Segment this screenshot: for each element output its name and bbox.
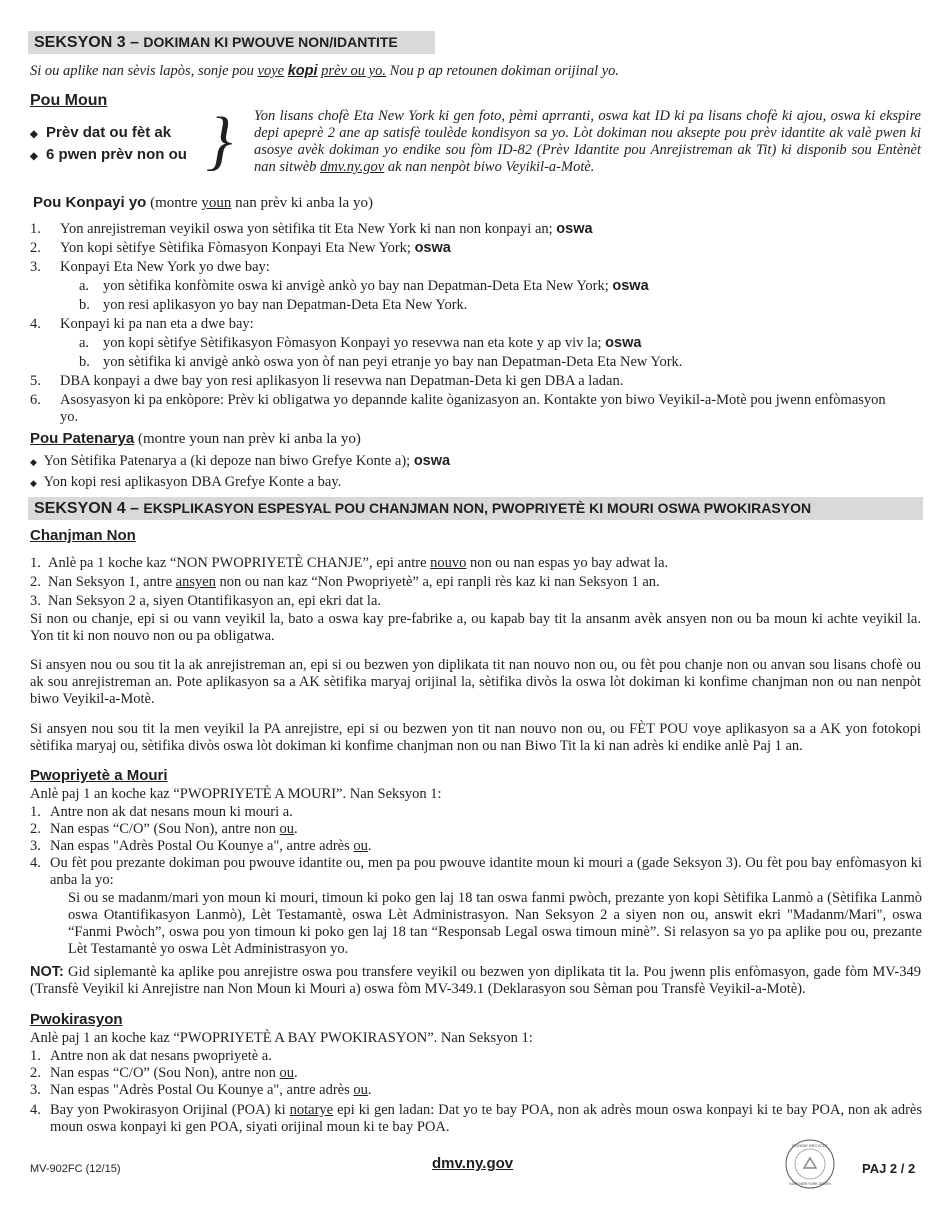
footer-dmv-link[interactable]: dmv.ny.gov [432, 1155, 514, 1172]
diamond-icon: ◆ [30, 129, 38, 140]
section-3-intro: Si ou aplike nan sèvis lapòs, sonje pou voye kopi prèv ou yo. Nou p ap retounen dokiman orijinal yo. [30, 63, 620, 79]
mouri-intro: Anlè paj 1 an koche kaz “PWOPRIYETÈ A MOURI”. Nan Seksyon 1: [30, 786, 442, 802]
chanjman-paragraph-3: Si ansyen nou sou tit la men veyikil la PA anrejistre, epi si ou bezwen yon tit nan nouvo non ou, ou FÈT POU voye aplikasyon sa a AK yon fotokopi sètifika maryaj ou, sètifika divòs oswa lòt dokiman ki konfime chanjman non ou nan Biwo Tit la ki nan adrès ki endike anlè Paj 1 an. [30, 721, 921, 754]
list-item: Si ou se madanm/mari yon moun ki mouri, timoun ki poko gen laj 18 tan oswa fanmi pwòch, prezante yon kopi Sètifika Lanmò a (Sètifika Lanmò oswa Otantifikasyon Lanmò), Lèt Testamantè, oswa Lèt Administrasyon. Nan Seksyon 2 a siyen non ou, answit ekri "Madanm/Mari", oswa “Fanmi Pwòch”, oswa pou yon timoun ki poko gen laj 18 tan “Responsab Legal oswa timoun minè”. Si relasyon sa yo pa aplike pou ou, prezante Lèt Testamantè yo oswa Lèt Administrasyon yo. [68, 890, 922, 957]
diamond-icon: ◆ [30, 457, 37, 467]
konpayi-list: 1. Yon anrejistreman veyikil oswa yon sètifika tit Eta New York ki nan non konpayi an; oswa 2. Yon kopi sètifye Sètifika Fòmasyon Konpayi Eta New York; oswa 3. Konpayi Eta New York yo dwe bay: a. yon sètifika konfòmite oswa ki anvigè ankò yo bay nan Depatman-Deta Eta New York; oswa b. yon resi aplikasyon yo bay nan Depatman-Deta Eta New York. 4. Konpayi ki pa nan eta a dwe bay: a. yon kopi sètifye Sètifikasyon Fòmasyon Konpayi yo resevwa nan eta kote y ap viv la; oswa b. yon sètifika ki anvigè ankò oswa yon òf nan peyi etranje yo bay nan Depatman-Deta Eta New York. 5. DBA konpayi a dwe bay yon resi aplikasyon li resevwa nan Depatman-Deta ki gen DBA a ladan. 6. Asosyasyon ki pa enkòpore: Prèv ki obligatwa yo depannde kalite òganizasyon an. Kontakte yon biwo Veyikil-a-Motè pou jwenn enfòmasyon yo. [30, 221, 886, 425]
list-item: ◆ Yon kopi resi aplikasyon DBA Grefye Konte a bay. [30, 474, 342, 490]
list-item: ◆ 6 pwen prèv non ou [30, 146, 187, 163]
lisans-paragraph: Yon lisans chofè Eta New York ki gen foto, pèmi aprranti, oswa kat ID ki pa lisans chofè ki ajou, oswa ki ekspire depi apeprè 2 ane ap satisfè toulède kondisyon sa yo. Lòt dokiman nou aksepte pou prèv idantite ak valè pwen ki asosye avèk dokiman yo endike sou fòm ID-82 (Prèv Idantite pou Anrejistreman ak Tit) ki disponib sou Entènèt nan sitwèb dmv.ny.gov ak nan nenpòt biwo Veyikil-a-Motè. [254, 108, 921, 175]
form-number: MV-902FC (12/15) [30, 1163, 121, 1175]
brace-icon: } [206, 104, 233, 177]
chanjman-paragraph-1: Si non ou chanje, epi si ou vann veyikil la, bato a oswa kay pre-fabrike a, ou kapab bay tit la ansanm avèk ansyen non ou ba moun ki achte veyikil la. Yon tit ki non nouvo non ou pa obligatwa. [30, 611, 921, 644]
chanjman-paragraph-2: Si ansyen nou ou sou tit la ak anrejistreman an, epi si ou bezwen yon diplikata tit nan nouvo non ou, ou fèt pou chanje non ou anvan sou lisans chofè ou ak sou anrejistreman an. Pote aplikasyon sa a AK sètifika maryaj orijinal la, sètifika divòs la oswa lòt dokiman ki konfime chanjman non ou nan nenpòt biwo Veyikil-a-Motè. [30, 657, 921, 707]
mouri-list: 1. Antre non ak dat nesans moun ki mouri a. 2. Nan espas “C/O” (Sou Non), antre non ou. 3. Nan espas "Adrès Postal Ou Kounye a", antre adrès ou. 4. Ou fèt pou prezante dokiman pou pwouve idantite ou, men pa pou pwouve idantite moun ki mouri a (gade Seksyon 3). Ou fèt pou bay enfòmasyon ki anba la yo: Si ou se madanm/mari yon moun ki mouri, timoun ki poko gen laj 18 tan oswa fanmi pwòch, prezante yon kopi Sètifika Lanmò a (Sètifika Lanmò oswa Otantifikasyon Lanmò), Lèt Testamantè, oswa Lèt Administrasyon. Nan Seksyon 2 a siyen non ou, answit ekri "Madanm/Mari", oswa “Fanmi Pwòch”, oswa pou yon timoun ki poko gen laj 18 tan “Responsab Legal oswa timoun minè”. Si relasyon sa yo pa aplike pou ou, prezante Lèt Testamantè yo oswa Lèt Administrasyon yo. [30, 804, 922, 957]
pwokirasyon-intro: Anlè paj 1 an koche kaz “PWOPRIYETÈ A BAY PWOKIRASYON”. Nan Seksyon 1: [30, 1030, 533, 1046]
section-3-number: SEKSYON 3 – [34, 34, 139, 51]
pou-moun-heading: Pou Moun [30, 92, 108, 109]
not-paragraph: NOT: Gid siplemantè ka aplike pou anrejistre oswa pou transfere veyikil ou bezwen yon diplikata tit la. Pou jwenn plis enfòmasyon, gade fòm MV-349 (Transfè Veyikil ki Anrejistre nan Non Moun ki Mouri a) oswa fòm MV-349.1 (Deklarasyon sou Sèman pou Transfè Veyikil-a-Motè). [30, 964, 921, 997]
recycle-seal-icon [784, 1138, 836, 1190]
recycle-seal-top: PLEASE RECYCLE [792, 1143, 828, 1148]
section-4-number: SEKSYON 4 – [34, 500, 139, 517]
list-item: ◆ Prèv dat ou fèt ak [30, 124, 172, 141]
recycle-seal-bottom: KEEP NEW YORK GREEN [789, 1182, 831, 1186]
diamond-icon: ◆ [30, 478, 37, 488]
pou-konpayi-heading: Pou Konpayi yo (montre youn nan prèv ki anba la yo) [33, 194, 373, 211]
pwokirasyon-list: 1. Antre non ak dat nesans pwopriyetè a. 2. Nan espas “C/O” (Sou Non), antre non ou. 3. Nan espas "Adrès Postal Ou Kounye a", antre adrès ou. 4. Bay yon Pwokirasyon Orijinal (POA) ki notarye epi ki gen ladan: Dat yo te bay POA, non ak adrès moun oswa konpayi ki te bay POA, non ak adrès moun oswa konpayi ki gen POA, siyati orijinal moun ki te bay POA. [30, 1048, 922, 1135]
section-4-header [28, 497, 923, 520]
section-3-header [28, 31, 435, 54]
dmv-link[interactable]: dmv.ny.gov [320, 159, 385, 175]
section-4-title: EKSPLIKASYON ESPESYAL POU CHANJMAN NON, PWOPRIYETÈ KI MOURI OSWA PWOKIRASYON [143, 500, 812, 516]
pwokirasyon-heading: Pwokirasyon [30, 1011, 123, 1028]
list-item: ◆ Yon Sètifika Patenarya a (ki depoze nan biwo Grefye Konte a); oswa [30, 453, 451, 469]
chanjman-non-heading: Chanjman Non [30, 527, 136, 544]
section-3-title: DOKIMAN KI PWOUVE NON/IDANTITE [143, 34, 398, 50]
pou-patenarya-heading: Pou Patenarya (montre youn nan prèv ki anba la yo) [30, 430, 361, 447]
pwopriyete-mouri-heading: Pwopriyetè a Mouri [30, 767, 168, 784]
page-number: PAJ 2 / 2 [862, 1161, 916, 1176]
chanjman-list: 1. Anlè pa 1 koche kaz “NON PWOPRIYETÈ CHANJE”, epi antre nouvo non ou nan espas yo bay adwat la. 2. Nan Seksyon 1, antre ansyen non ou nan kaz “Non Pwopriyetè” a, epi ranpli rès kaz ki nan Seksyon 1 an. 3. Nan Seksyon 2 a, siyen Otantifikasyon an, epi ekri dat la. [30, 555, 669, 609]
pou-moun-bullets [30, 123, 187, 167]
diamond-icon: ◆ [30, 151, 38, 162]
